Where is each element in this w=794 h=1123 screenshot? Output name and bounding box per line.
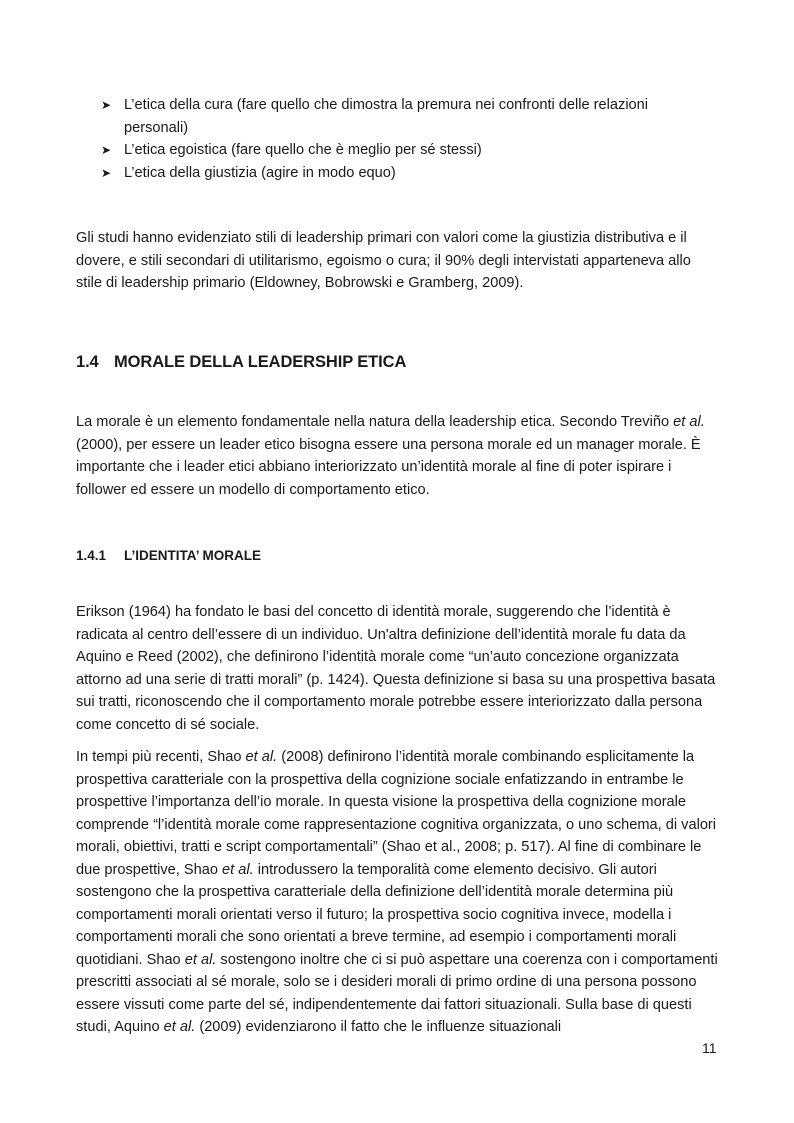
text-run-italic: et al. [673,414,705,430]
text-run: introdussero la temporalità come elemento decisivo. Gli autori sostengono che la prospettiva caratteriale della definizione dell’identità morale determina più comportamenti morali orientati verso il futuro; la prospettiva socio cognitiva invece, modella i comportamenti morali che sono orientati a breve termine, ad esempio i comportamenti morali quotidiani. Shao [76,861,677,968]
text-run-italic: et al. [222,861,254,878]
subsection-heading [76,548,261,563]
text-run: (2000), per essere un leader etico bisogna essere una persona morale ed un manager morale. È importante che i leader etici abbiano interiorizzato un’identità morale al fine di poter ispirare i follower ed essere un modello di comportamento etico. [76,436,701,498]
paragraph-leadership-styles: Gli studi hanno evidenziato stili di leadership primari con valori come la giustizia distributiva e il dovere, e stili secondari di utilitarismo, egoismo o cura; il 90% degli intervistati apparteneva allo stile di leadership primario (Eldowney, Bobrowski e Gramberg, 2009). [76,230,691,291]
paragraph-shao [76,746,718,1039]
text-run: (2009) evidenziarono il fatto che le influenze situazionali [195,1019,562,1035]
paragraph-morale [76,411,718,501]
arrowhead-bullet-icon: ➤ [101,143,112,157]
section-number: 1.4 [76,353,99,371]
bullet-text: L’etica della giustizia (agire in modo equo) [124,164,396,181]
bullet-item [101,139,701,162]
subsection-title: L’IDENTITA’ MORALE [124,548,262,563]
bullet-item [101,162,701,185]
page-number: 11 [702,1040,717,1056]
text-run: La morale è un elemento fondamentale nella natura della leadership etica. Secondo Treviño [76,414,674,430]
text-run: In tempi più recenti, Shao [76,749,246,765]
section-heading [76,353,406,372]
arrowhead-bullet-icon: ➤ [101,98,112,112]
bullet-list [101,94,701,184]
arrowhead-bullet-icon: ➤ [101,165,112,180]
section-title: MORALE DELLA LEADERSHIP ETICA [114,353,407,371]
paragraph-erikson: Erikson (1964) ha fondato le basi del concetto di identità morale, suggerendo che l’identità è radicata al centro dell’essere di un individuo. Un'altra definizione dell’identità morale fu data da Aquino e Reed (2002), che definirono l’identità morale come “un’auto concezione organizzata attorno ad una serie di tratti morali” (p. 1424). Questa definizione si basa su una prospettiva basata sui tratti, riconoscendo che il comportamento morale potrebbe essere interiorizzato dalla persona come concetto di sé sociale. [76,604,716,733]
text-run: sostengono inoltre che ci si può aspettare una coerenza con i comportamenti prescritti associati al sé morale, solo se i desideri morali di primo ordine di una persona possono essere vissuti come parte del sé, indipendentemente dai fattori situazionali. Sulla base di questi studi, Aquino [76,951,718,1035]
text-run-italic: et al. [184,951,217,968]
text-run-italic: et al. [163,1019,196,1035]
bullet-text: L’etica della cura (fare quello che dimostra la premura nei confronti delle relazioni personali) [124,97,649,136]
bullet-item [101,94,701,139]
text-run: (2008) definirono l’identità morale combinando esplicitamente la prospettiva caratteriale con la prospettiva della cognizione sociale enfatizzando in entrambe le prospettive l’importanza dell’io morale. In questa visione la prospettiva della cognizione morale comprende “l’identità morale come rappresentazione cognitiva organizzata, o uno schema, di valori morali, obiettivi, tratti e script comportamentali” (Shao et al., 2008; p. 517). Al fine di combinare le due prospettive, Shao [76,749,717,878]
subsection-number: 1.4.1 [76,548,107,563]
text-run-italic: et al. [245,749,278,765]
bullet-text: L’etica egoistica (fare quello che è meglio per sé stessi) [124,142,482,158]
